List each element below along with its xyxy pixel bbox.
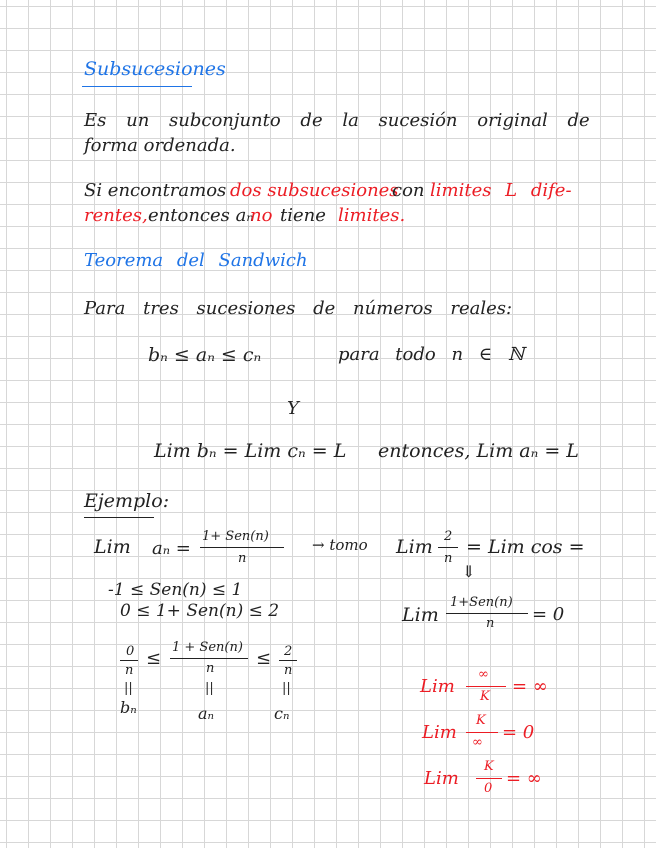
rule-3-result: = ∞ <box>506 768 542 789</box>
example-a-n: aₙ = <box>152 538 191 559</box>
example-lim-3: Lim <box>402 604 439 626</box>
rule-2-denominator: ∞ <box>472 735 483 750</box>
observation-highlight-3: rentes, <box>84 205 148 226</box>
example-fraction2-bar <box>438 547 458 548</box>
sandwich-left-numerator: 0 <box>126 644 135 659</box>
rule-3-lim: Lim <box>424 768 459 789</box>
rule-1-lim: Lim <box>420 676 455 697</box>
example-fraction-bar <box>200 547 284 548</box>
sandwich-right-bar <box>279 660 297 661</box>
example-fraction3-bar <box>446 613 528 614</box>
sandwich-le-2: ≤ <box>256 648 272 669</box>
observation-highlight-1: dos subsucesiones <box>230 180 399 201</box>
observation-highlight-2: limites L dife- <box>430 180 572 201</box>
definition-line-2: forma ordenada. <box>84 135 236 156</box>
label-c-n: cₙ <box>274 704 290 723</box>
equality-mark: || <box>282 681 291 696</box>
example-equals-zero: = 0 <box>532 604 565 625</box>
page-title: Subsucesiones <box>84 58 226 80</box>
rule-3-bar <box>476 778 502 779</box>
sandwich-right-denominator: n <box>284 663 293 678</box>
observation-text-2: con <box>392 180 425 201</box>
observation-highlight-5: limites. <box>338 205 406 226</box>
equality-mark: || <box>124 681 133 696</box>
definition-line-1: Es un subconjunto de la sucesión original de <box>84 110 590 131</box>
example-fraction2-numerator: 2 <box>444 529 453 544</box>
example-inequality-1: -1 ≤ Sen(n) ≤ 1 <box>108 580 243 600</box>
rule-1-denominator: K <box>480 689 490 704</box>
sandwich-left-denominator: n <box>125 663 134 678</box>
example-fraction3-numerator: 1+Sen(n) <box>450 595 513 610</box>
observation-text-1: Si encontramos <box>84 180 227 201</box>
rule-1-result: = ∞ <box>512 676 548 697</box>
example-fraction3-denominator: n <box>486 616 495 631</box>
sandwich-left-bar <box>120 660 138 661</box>
example-lim: Lim <box>94 536 131 558</box>
example-label: Ejemplo: <box>84 490 170 512</box>
theorem-limits: Lim bₙ = Lim cₙ = L <box>154 440 347 462</box>
example-lim-2: Lim <box>396 536 433 558</box>
label-a-n: aₙ <box>198 704 215 723</box>
theorem-and: Y <box>287 398 299 419</box>
rule-2-lim: Lim <box>422 722 457 743</box>
example-fraction2-denominator: n <box>444 551 453 566</box>
sandwich-right-numerator: 2 <box>284 644 293 659</box>
observation-text-3: entonces aₙ <box>148 205 254 226</box>
rule-2-bar <box>466 732 498 733</box>
theorem-inequality: bₙ ≤ aₙ ≤ cₙ <box>148 344 262 366</box>
sandwich-middle-numerator: 1 + Sen(n) <box>172 640 243 655</box>
rule-2-numerator: K <box>476 713 486 728</box>
example-lim-cos: = Lim cos = <box>466 536 585 558</box>
rule-3-numerator: K <box>484 759 494 774</box>
example-label-underline <box>84 517 154 518</box>
observation-highlight-4: no <box>250 205 273 226</box>
example-inequality-2: 0 ≤ 1+ Sen(n) ≤ 2 <box>120 601 280 621</box>
rule-1-bar <box>466 686 506 687</box>
theorem-conclusion: entonces, Lim aₙ = L <box>378 440 579 462</box>
down-arrow-icon: ⇓ <box>462 562 476 581</box>
rule-1-numerator: ∞ <box>478 667 489 682</box>
sandwich-le-1: ≤ <box>146 648 162 669</box>
sandwich-middle-denominator: n <box>206 661 215 676</box>
example-fraction-denominator: n <box>238 551 247 566</box>
example-arrow: → tomo <box>312 536 368 554</box>
theorem-intro: Para tres sucesiones de números reales: <box>84 298 513 319</box>
theorem-for-all: para todo n ∈ ℕ <box>338 344 525 365</box>
example-fraction-numerator: 1+ Sen(n) <box>202 529 269 544</box>
equality-mark: || <box>205 681 214 696</box>
rule-3-denominator: 0 <box>484 781 493 796</box>
label-b-n: bₙ <box>120 698 137 717</box>
title-underline <box>82 86 192 87</box>
theorem-title: Teorema del Sandwich <box>84 250 308 271</box>
rule-2-result: = 0 <box>502 722 535 743</box>
observation-text-4: tiene <box>280 205 326 226</box>
sandwich-middle-bar <box>170 658 248 659</box>
